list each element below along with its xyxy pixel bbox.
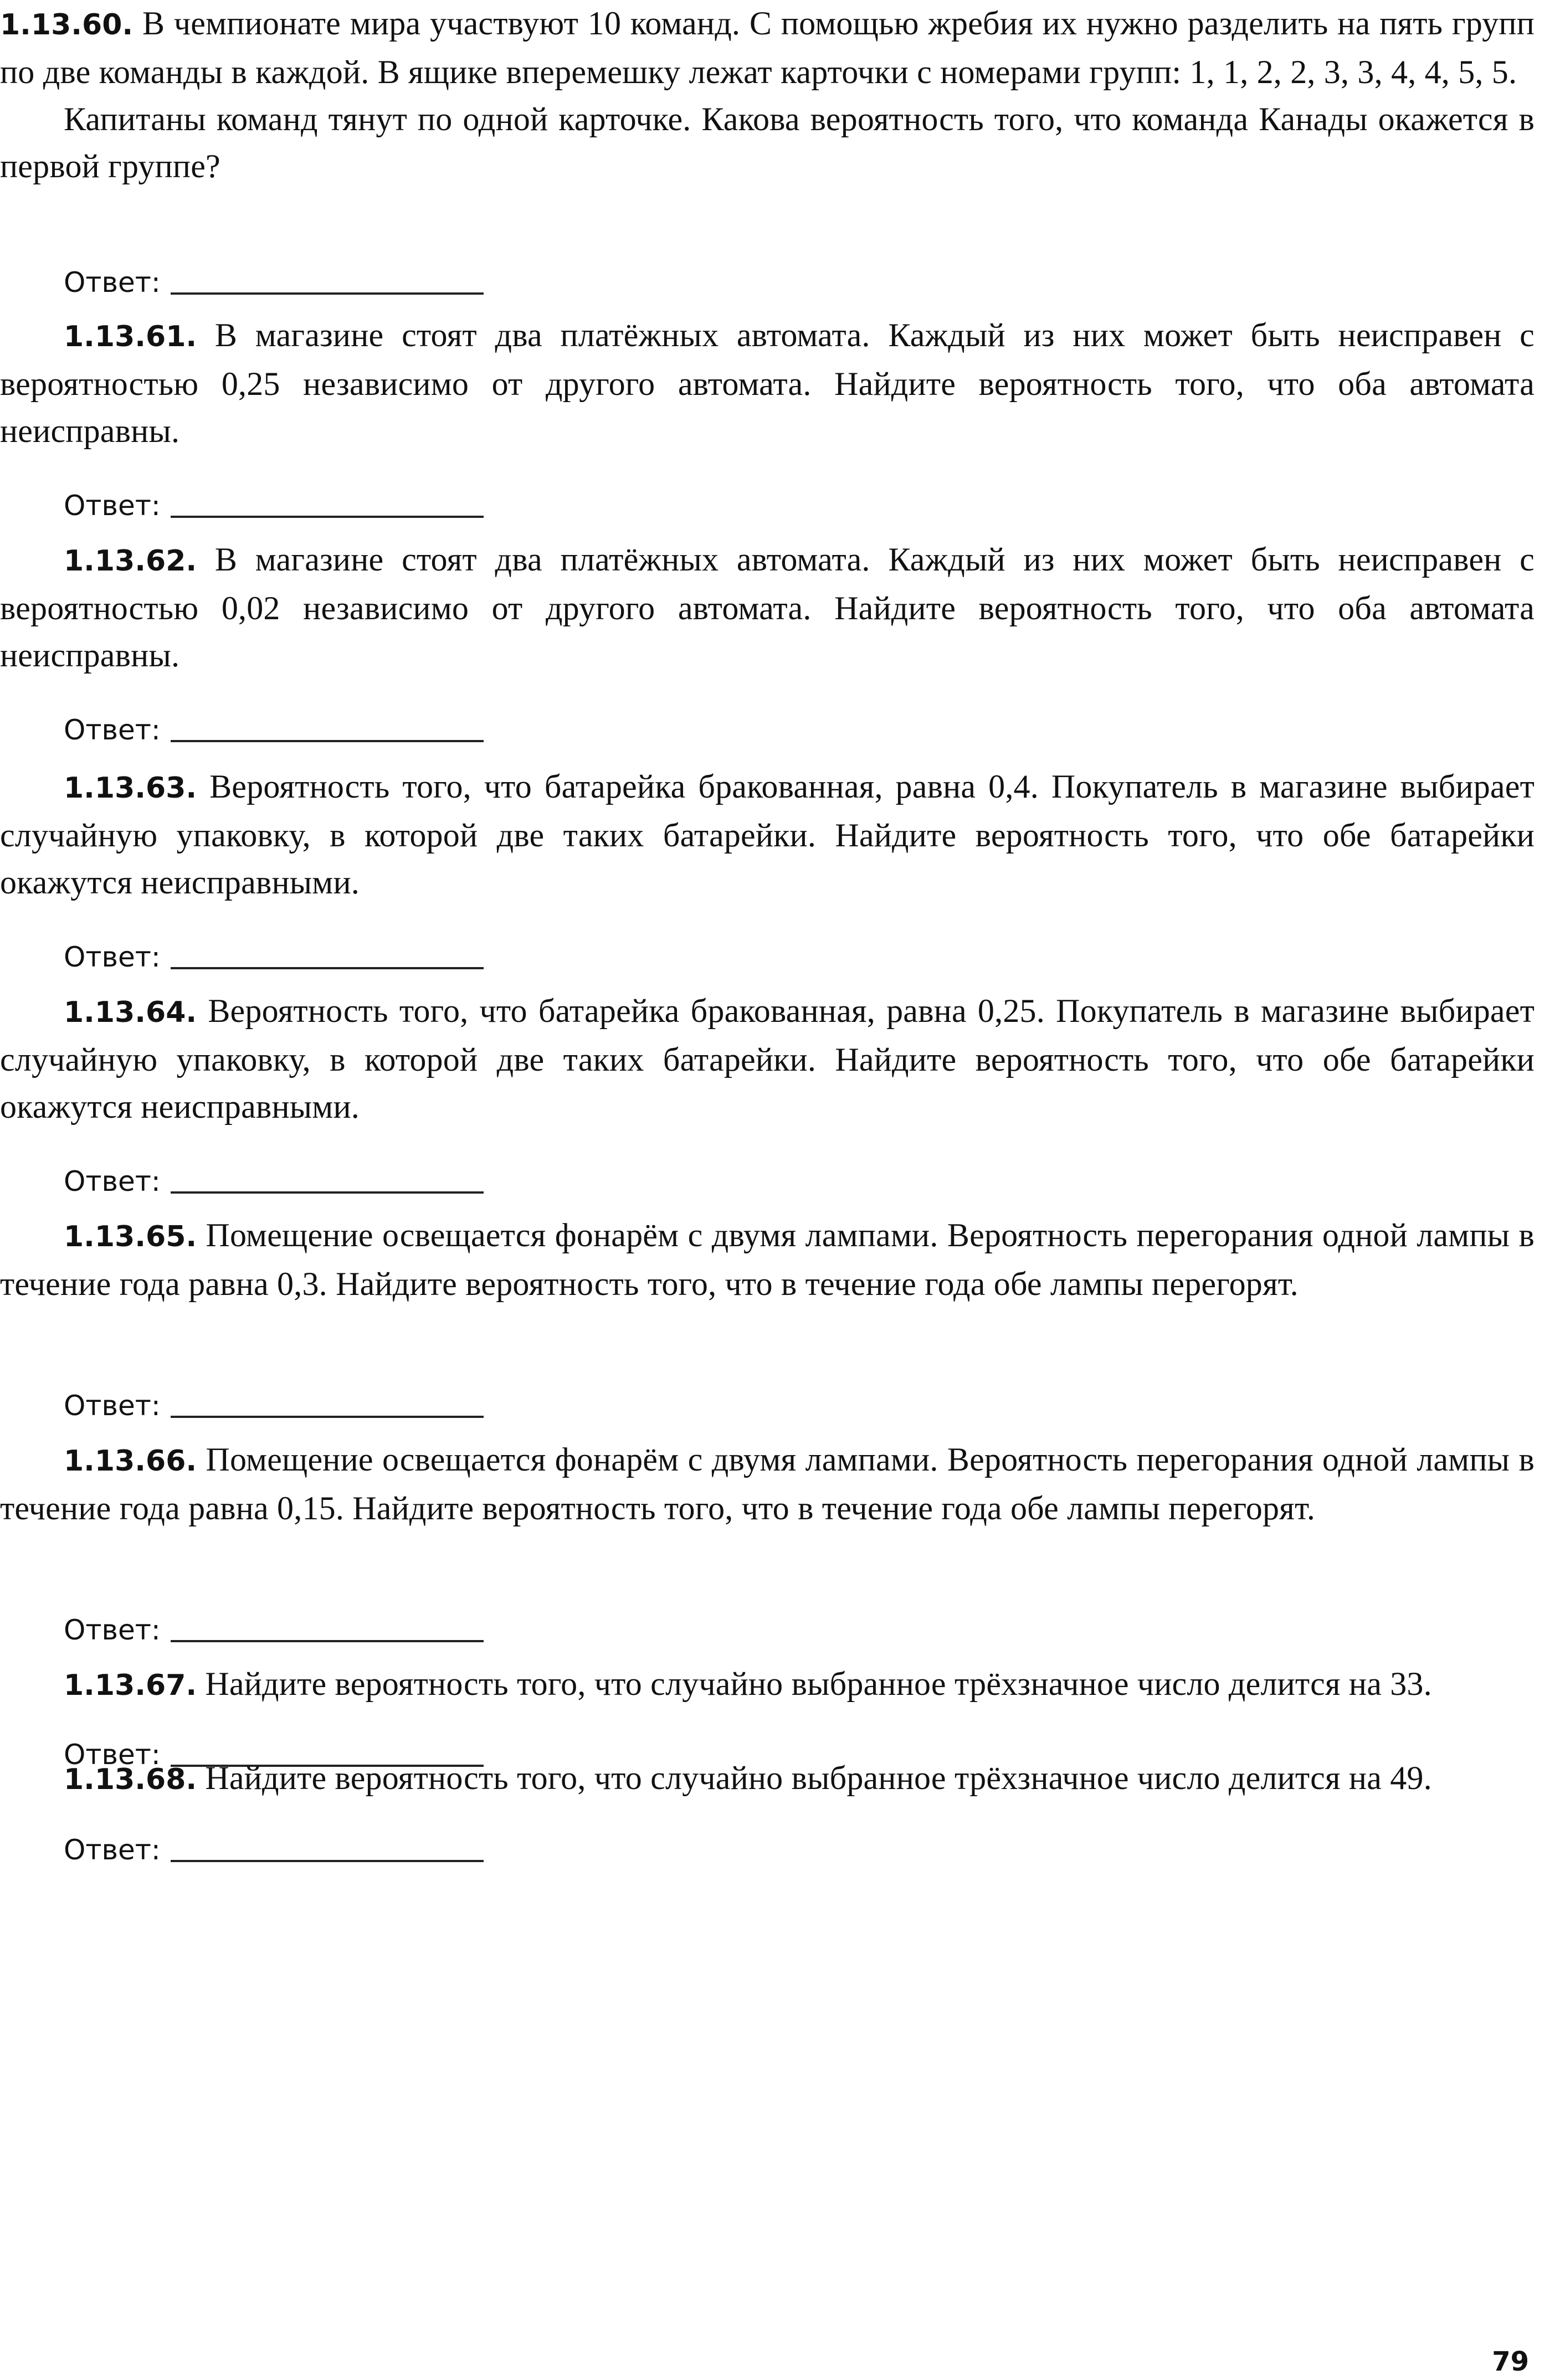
problem-text [0, 763, 1535, 906]
problem-number: 1.13.68. [64, 1763, 197, 1796]
answer-1-13-61 [64, 478, 484, 522]
problem-1-13-67 [0, 1661, 1535, 1709]
problem-1-13-60 [0, 0, 1535, 190]
answer-label: Ответ: [64, 714, 161, 746]
answer-blank[interactable] [171, 1191, 484, 1194]
answer-label: Ответ: [64, 1834, 161, 1866]
answer-1-13-68 [64, 1822, 484, 1867]
problem-number: 1.13.65. [64, 1220, 197, 1253]
problem-statement: Вероятность того, что батарейка бракованная, равна 0,4. Покупатель в магазине выбирает случайную упаковку, в которой две таких батарейки. Найдите вероятность того, что обе батарейки окажутся неисправными. [0, 768, 1535, 901]
problem-1-13-61 [0, 312, 1535, 455]
answer-label: Ответ: [64, 1390, 161, 1422]
problem-number: 1.13.63. [64, 772, 197, 805]
answer-1-13-64 [64, 1154, 484, 1198]
problem-number: 1.13.66. [64, 1445, 197, 1478]
problem-text [0, 1436, 1535, 1532]
answer-1-13-62 [64, 702, 484, 747]
problem-text [0, 1755, 1535, 1803]
page-number: 79 [1492, 2346, 1529, 2377]
problem-1-13-66 [0, 1436, 1535, 1532]
problem-1-13-65 [0, 1212, 1535, 1308]
answer-blank[interactable] [171, 1860, 484, 1862]
answer-label: Ответ: [64, 1165, 161, 1197]
problem-number: 1.13.60. [0, 8, 134, 42]
problem-1-13-63 [0, 763, 1535, 906]
problem-number: 1.13.62. [64, 544, 197, 578]
answer-1-13-60 [64, 255, 484, 299]
problem-text [0, 1212, 1535, 1308]
problem-statement-continued: Капитаны команд тянут по одной карточке. Какова вероятность того, что команда Канады окажется в первой группе? [0, 101, 1535, 184]
problem-text [0, 0, 1535, 190]
problem-statement: В чемпионате мира участвуют 10 команд. С помощью жребия их нужно разделить на пять групп по две команды в каждой. В ящике вперемешку лежат карточки с номерами групп: 1, 1, 2, 2, 3, 3, 4, 4, 5, 5. [0, 5, 1535, 90]
problem-statement: Помещение освещается фонарём с двумя лампами. Вероятность перегорания одной лампы в течение года равна 0,15. Найдите вероятность того, что в течение года обе лампы перегорят. [0, 1441, 1535, 1526]
answer-blank[interactable] [171, 1416, 484, 1418]
problem-text [0, 988, 1535, 1130]
problem-text [0, 1661, 1535, 1709]
answer-label: Ответ: [64, 490, 161, 522]
problem-1-13-62 [0, 536, 1535, 679]
problem-statement: В магазине стоят два платёжных автомата. Каждый из них может быть неисправен с вероятностью 0,25 независимо от другого автомата. Найдите вероятность того, что оба автомата неисправны. [0, 317, 1535, 449]
problem-text [0, 312, 1535, 455]
problem-number: 1.13.67. [64, 1669, 197, 1702]
answer-1-13-65 [64, 1378, 484, 1422]
problem-statement: В магазине стоят два платёжных автомата. Каждый из них может быть неисправен с вероятностью 0,02 независимо от другого автомата. Найдите вероятность того, что оба автомата неисправны. [0, 541, 1535, 674]
problem-text [0, 536, 1535, 679]
problem-statement: Вероятность того, что батарейка бракованная, равна 0,25. Покупатель в магазине выбирает случайную упаковку, в которой две таких батарейки. Найдите вероятность того, что обе батарейки окажутся неисправными. [0, 993, 1535, 1125]
answer-blank[interactable] [171, 516, 484, 518]
problem-statement: Найдите вероятность того, что случайно выбранное трёхзначное число делится на 49. [197, 1760, 1432, 1796]
answer-blank[interactable] [171, 292, 484, 295]
answer-1-13-66 [64, 1602, 484, 1647]
answer-label: Ответ: [64, 266, 161, 299]
answer-label: Ответ: [64, 1739, 161, 1771]
problem-statement: Помещение освещается фонарём с двумя лампами. Вероятность перегорания одной лампы в течение года равна 0,3. Найдите вероятность того, что в течение года обе лампы перегорят. [0, 1217, 1535, 1302]
answer-label: Ответ: [64, 1614, 161, 1646]
problem-1-13-68 [0, 1755, 1535, 1803]
answer-1-13-63 [64, 929, 484, 974]
answer-blank[interactable] [171, 967, 484, 969]
problem-number: 1.13.64. [64, 996, 197, 1029]
problem-1-13-64 [0, 988, 1535, 1130]
answer-blank[interactable] [171, 1640, 484, 1642]
problem-statement: Найдите вероятность того, что случайно выбранное трёхзначное число делится на 33. [197, 1666, 1432, 1702]
problem-number: 1.13.61. [64, 320, 197, 353]
answer-blank[interactable] [171, 740, 484, 742]
answer-label: Ответ: [64, 941, 161, 973]
